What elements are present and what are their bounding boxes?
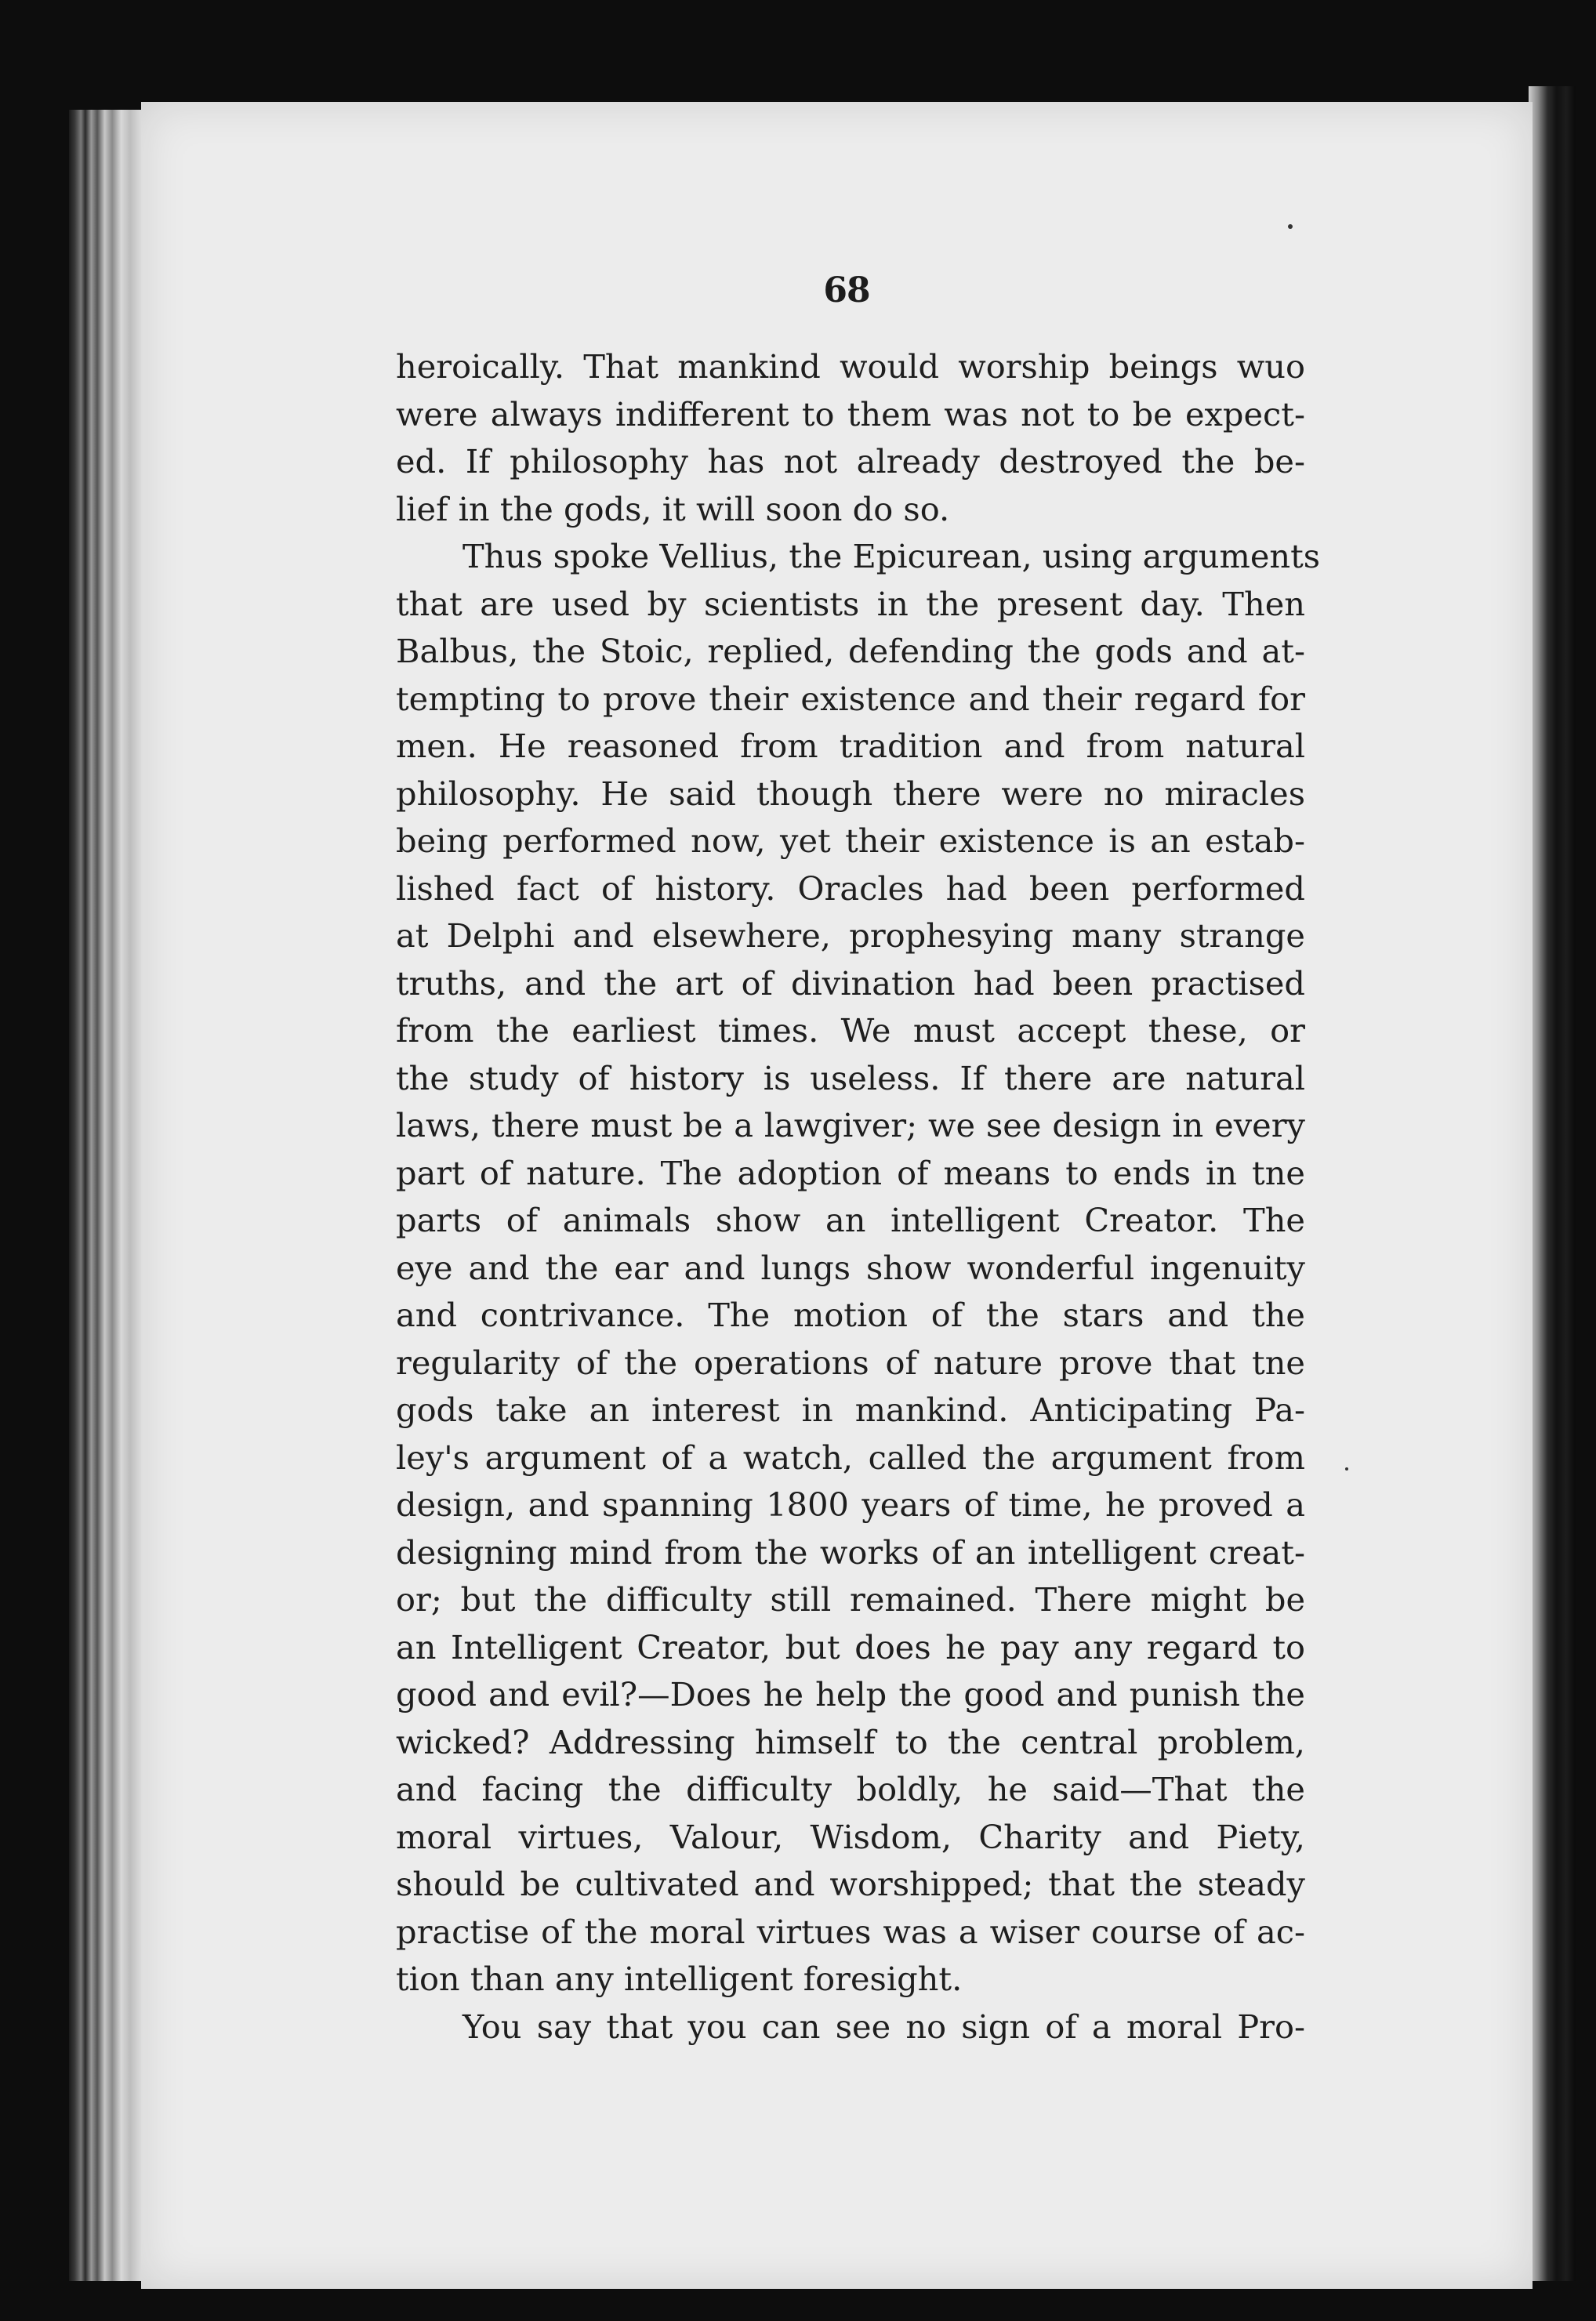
body-text bbox=[396, 343, 1321, 2051]
text-line: eye and the ear and lungs show wonderful ingenuity bbox=[396, 1248, 1305, 1287]
text-line: designing mind from the works of an intelligent creat- bbox=[396, 1532, 1305, 1572]
text-line: practise of the moral virtues was a wiser course of ac- bbox=[396, 1912, 1305, 1951]
text-line: lief in the gods, it will soon do so. bbox=[396, 489, 950, 528]
text-line: being performed now, yet their existence is an estab- bbox=[396, 821, 1305, 860]
page-number: 68 bbox=[823, 270, 870, 310]
text-line: were always indifferent to them was not to be expect- bbox=[396, 394, 1305, 433]
book-binding-left bbox=[69, 110, 143, 2281]
text-line: tion than any intelligent foresight. bbox=[396, 1960, 963, 1998]
text-line: at Delphi and elsewhere, prophesying many strange bbox=[396, 916, 1305, 955]
text-line: truths, and the art of divination had been practised bbox=[396, 963, 1305, 1003]
dust-speck bbox=[1345, 1467, 1348, 1471]
text-line: design, and spanning 1800 years of time, he proved a bbox=[396, 1485, 1305, 1524]
text-line: and facing the difficulty boldly, he said—That the bbox=[396, 1770, 1305, 1808]
text-line: ed. If philosophy has not already destroyed the be- bbox=[396, 442, 1305, 481]
dust-speck bbox=[1288, 224, 1293, 229]
text-line: heroically. That mankind would worship beings wuo bbox=[396, 347, 1305, 386]
text-line: Thus spoke Vellius, the Epicurean, using arguments bbox=[462, 537, 1321, 575]
text-line: parts of animals show an intelligent Creator. The bbox=[396, 1201, 1305, 1239]
text-line: part of nature. The adoption of means to ends in tne bbox=[396, 1153, 1305, 1192]
text-line: men. He reasoned from tradition and from natural bbox=[396, 727, 1305, 765]
book-edge-right bbox=[1529, 86, 1576, 2281]
text-line: wicked? Addressing himself to the central problem, bbox=[396, 1722, 1305, 1761]
text-line: tempting to prove their existence and their regard for bbox=[396, 679, 1305, 718]
text-line: moral virtues, Valour, Wisdom, Charity and Piety, bbox=[396, 1817, 1305, 1856]
text-line: You say that you can see no sign of a moral Pro- bbox=[462, 2007, 1305, 2046]
text-line: and contrivance. The motion of the stars and the bbox=[396, 1296, 1305, 1334]
text-line: or; but the difficulty still remained. There might be bbox=[396, 1580, 1305, 1619]
text-line: good and evil?—Does he help the good and punish the bbox=[396, 1675, 1305, 1714]
text-line: gods take an interest in mankind. Anticipating Pa- bbox=[396, 1391, 1305, 1429]
text-line: from the earliest times. We must accept these, or bbox=[396, 1011, 1305, 1050]
text-line: regularity of the operations of nature prove that tne bbox=[396, 1343, 1305, 1382]
text-line: that are used by scientists in the present day. Then bbox=[396, 584, 1305, 623]
text-line: should be cultivated and worshipped; that the steady bbox=[396, 1865, 1305, 1903]
text-line: lished fact of history. Oracles had been performed bbox=[396, 869, 1305, 908]
text-line: the study of history is useless. If there are natural bbox=[396, 1058, 1305, 1097]
text-line: philosophy. He said though there were no miracles bbox=[396, 774, 1305, 813]
text-line: Balbus, the Stoic, replied, defending the gods and at- bbox=[396, 632, 1305, 670]
text-line: an Intelligent Creator, but does he pay any regard to bbox=[396, 1627, 1305, 1666]
text-line: laws, there must be a lawgiver; we see design in every bbox=[396, 1106, 1305, 1144]
text-line: ley's argument of a watch, called the argument from bbox=[396, 1438, 1305, 1477]
